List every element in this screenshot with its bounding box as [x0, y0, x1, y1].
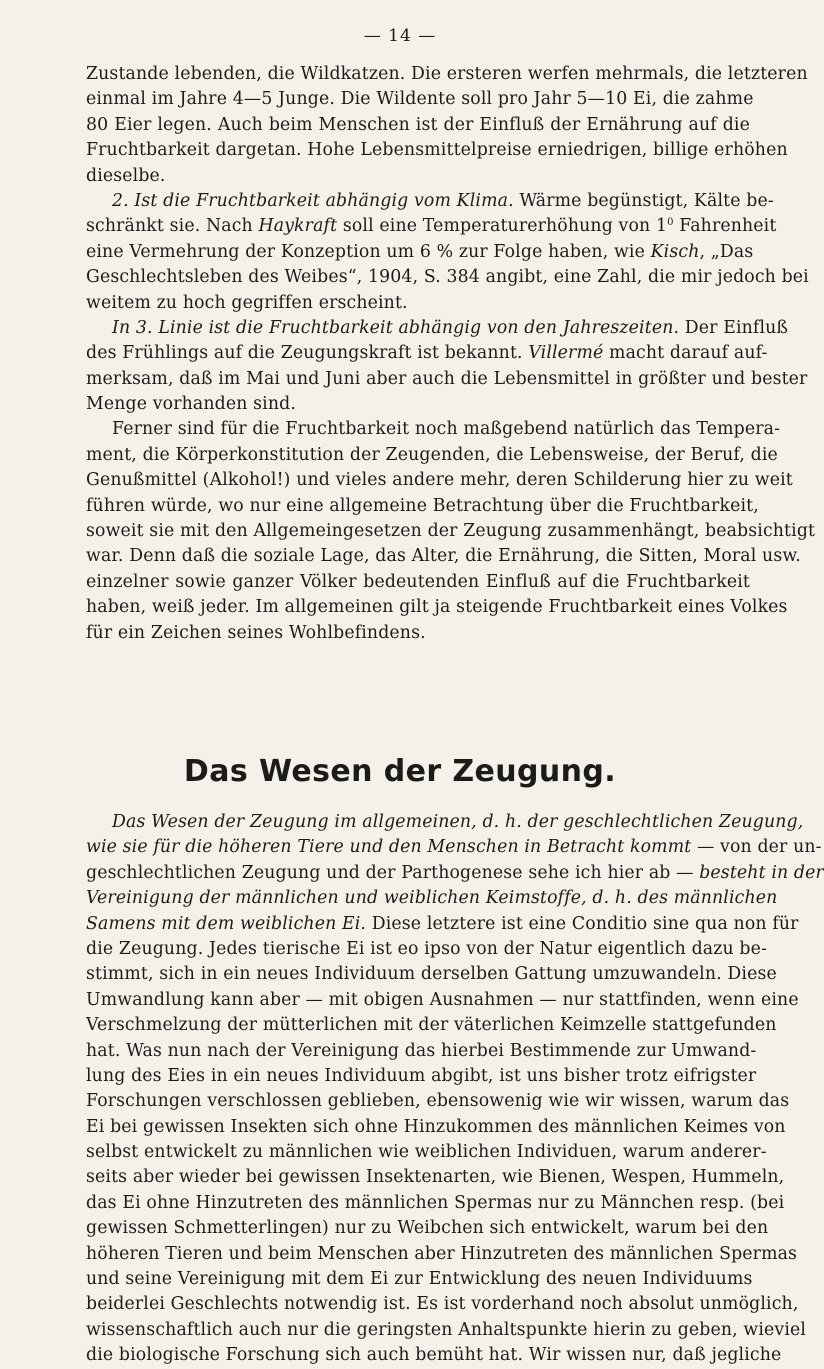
- text-run: eine Vermehrung der Konzeption um 6: [86, 241, 437, 262]
- text-line: haben, weiß jeder. Im allgemeinen gilt ja steigende Fruchtbarkeit eines Volkes: [86, 597, 788, 618]
- text-line: die biologische Forschung sich auch bemüht hat. Wir wissen nur, daß jegliche: [86, 1345, 782, 1366]
- text-line: merksam, daß im Mai und Juni aber auch die Lebensmittel in größter und bester: [86, 368, 808, 389]
- text-line: hat. Was nun nach der Vereinigung das hierbei Bestimmende zur Umwand-: [86, 1040, 757, 1061]
- text-run: des Frühlings auf die Zeugungskraft ist bekannt.: [86, 343, 529, 364]
- text-line: [86, 214, 777, 239]
- italic-run: Das Wesen der Zeugung im allgemeinen, d. h. der geschlechtlichen Zeugung,: [112, 812, 804, 832]
- text-line: [86, 341, 768, 366]
- text-line: Zustande lebenden, die Wildkatzen. Die ersteren werfen mehrmals, die letzteren: [86, 64, 808, 84]
- italic-run: besteht in der: [699, 862, 824, 883]
- body-text-lower: [86, 810, 824, 1369]
- text-run: schränkt sie. Nach: [86, 216, 259, 237]
- text-line: seits aber wieder bei gewissen Insektenarten, wie Bienen, Wespen, Hummeln,: [86, 1167, 785, 1188]
- text-line: dieselbe.: [86, 165, 166, 186]
- text-run: — von der un-: [691, 837, 822, 858]
- text-line: einzelner sowie ganzer Völker bedeutenden Einfluß auf die Fruchtbarkeit: [86, 571, 750, 592]
- text-line: die Zeugung. Jedes tierische Ei ist eo ipso von der Natur eigentlich dazu be-: [86, 938, 768, 959]
- percent-sign: %: [436, 241, 454, 262]
- section-title-climate: 2. Ist die Fruchtbarkeit abhängig vom Klima.: [112, 190, 514, 211]
- text-run: , „Das: [699, 241, 754, 262]
- text-run: macht darauf auf-: [603, 343, 768, 364]
- text-run: Fahrenheit: [673, 216, 777, 237]
- text-line: höheren Tieren und beim Menschen aber Hinzutreten des männlichen Spermas: [86, 1243, 798, 1264]
- text-line: stimmt, sich in ein neues Individuum derselben Gattung umzuwandeln. Diese: [86, 964, 777, 985]
- text-line: [86, 810, 804, 835]
- text-line: [86, 886, 778, 911]
- text-line: [86, 189, 774, 214]
- text-line: weitem zu hoch gegriffen erscheint.: [86, 292, 408, 313]
- text-line: führen würde, wo nur eine allgemeine Betrachtung über die Fruchtbarkeit,: [86, 495, 759, 516]
- page-number: — 14 —: [363, 26, 437, 46]
- text-line: Ei bei gewissen Insekten sich ohne Hinzukommen des männlichen Keimes von: [86, 1116, 786, 1137]
- text-line: Ferner sind für die Fruchtbarkeit noch maßgebend natürlich das Tempera-: [112, 419, 781, 440]
- text-run: geschlechtlichen Zeugung und der Parthogenese sehe ich hier ab —: [86, 862, 700, 883]
- italic-run: Samens mit dem weiblichen Ei.: [86, 913, 367, 934]
- section-heading: Das Wesen der Zeugung.: [183, 754, 617, 789]
- text-line: gewissen Schmetterlingen) nur zu Weibchen sich entwickelt, warum bei den: [86, 1218, 769, 1239]
- text-line: Menge vorhanden sind.: [86, 394, 296, 415]
- text-run: Der Einfluß: [679, 317, 789, 338]
- text-line: für ein Zeichen seines Wohlbefindens.: [86, 622, 426, 643]
- body-text-upper: [86, 62, 816, 646]
- author-name: Kisch: [650, 241, 700, 262]
- text-line: das Ei ohne Hinzutreten des männlichen Spermas nur zu Männchen resp. (bei: [86, 1192, 785, 1213]
- author-name: Villermé: [528, 343, 604, 364]
- text-line: Genußmittel (Alkohol!) und vieles andere mehr, deren Schilderung hier zu weit: [86, 470, 793, 491]
- text-line: lung des Eies in ein neues Individuum abgibt, ist uns bisher trotz eifrigster: [86, 1065, 757, 1086]
- text-run: zur Folge haben, wie: [453, 241, 651, 262]
- text-line: soweit sie mit den Allgemeingesetzen der Zeugung zusammenhängt, beabsichtigt: [86, 521, 816, 542]
- text-line: selbst entwickelt zu männlichen wie weiblichen Individuen, warum anderer-: [86, 1142, 767, 1163]
- text-run: Wärme begünstigt, Kälte be-: [513, 190, 774, 211]
- text-line: [86, 240, 754, 265]
- text-run: soll eine Temperaturerhöhung von 1: [337, 216, 668, 237]
- author-name: Haykraft: [258, 216, 338, 237]
- text-line: Umwandlung kann aber — mit obigen Ausnahmen — nur stattfinden, wenn eine: [86, 989, 799, 1010]
- italic-run: Vereinigung der männlichen und weiblichen Keimstoffe, d. h. des männlichen: [86, 888, 778, 909]
- text-line: Forschungen verschlossen geblieben, ebensowenig wie wir wissen, warum das: [86, 1091, 790, 1112]
- text-line: wissenschaftlich auch nur die geringsten Anhaltspunkte hierin zu geben, wieviel: [86, 1319, 807, 1340]
- text-line: Fruchtbarkeit dargetan. Hohe Lebensmittelpreise erniedrigen, billige erhöhen: [86, 140, 788, 161]
- text-line: Geschlechtsleben des Weibes“, 1904, S. 384 angibt, eine Zahl, die mir jedoch bei: [86, 267, 809, 288]
- section-title-seasons: In 3. Linie ist die Fruchtbarkeit abhängig von den Jahreszeiten.: [112, 317, 680, 338]
- text-line: einmal im Jahre 4—5 Junge. Die Wildente soll pro Jahr 5—10 Ei, die zahme: [86, 89, 754, 110]
- italic-run: wie sie für die höheren Tiere und den Menschen in Betracht kommt: [86, 837, 692, 858]
- text-line: [86, 912, 799, 937]
- text-line: Verschmelzung der mütterlichen mit der väterlichen Keimzelle stattgefunden: [86, 1015, 777, 1036]
- text-line: ment, die Körperkonstitution der Zeugenden, die Lebensweise, der Beruf, die: [86, 444, 778, 465]
- text-line: und seine Vereinigung mit dem Ei zur Entwicklung des neuen Individuums: [86, 1269, 753, 1290]
- text-line: beiderlei Geschlechts notwendig ist. Es ist vorderhand noch absolut unmöglich,: [86, 1294, 799, 1315]
- text-line: [86, 316, 789, 341]
- text-line: 80 Eier legen. Auch beim Menschen ist der Einfluß der Ernährung auf die: [86, 114, 750, 135]
- text-line: [86, 835, 822, 860]
- text-line: [86, 861, 824, 886]
- text-line: war. Denn daß die soziale Lage, das Alter, die Ernährung, die Sitten, Moral usw.: [86, 546, 801, 567]
- text-run: Diese letztere ist eine Conditio sine qua non für: [366, 913, 799, 934]
- degree-superscript: 0: [667, 217, 674, 229]
